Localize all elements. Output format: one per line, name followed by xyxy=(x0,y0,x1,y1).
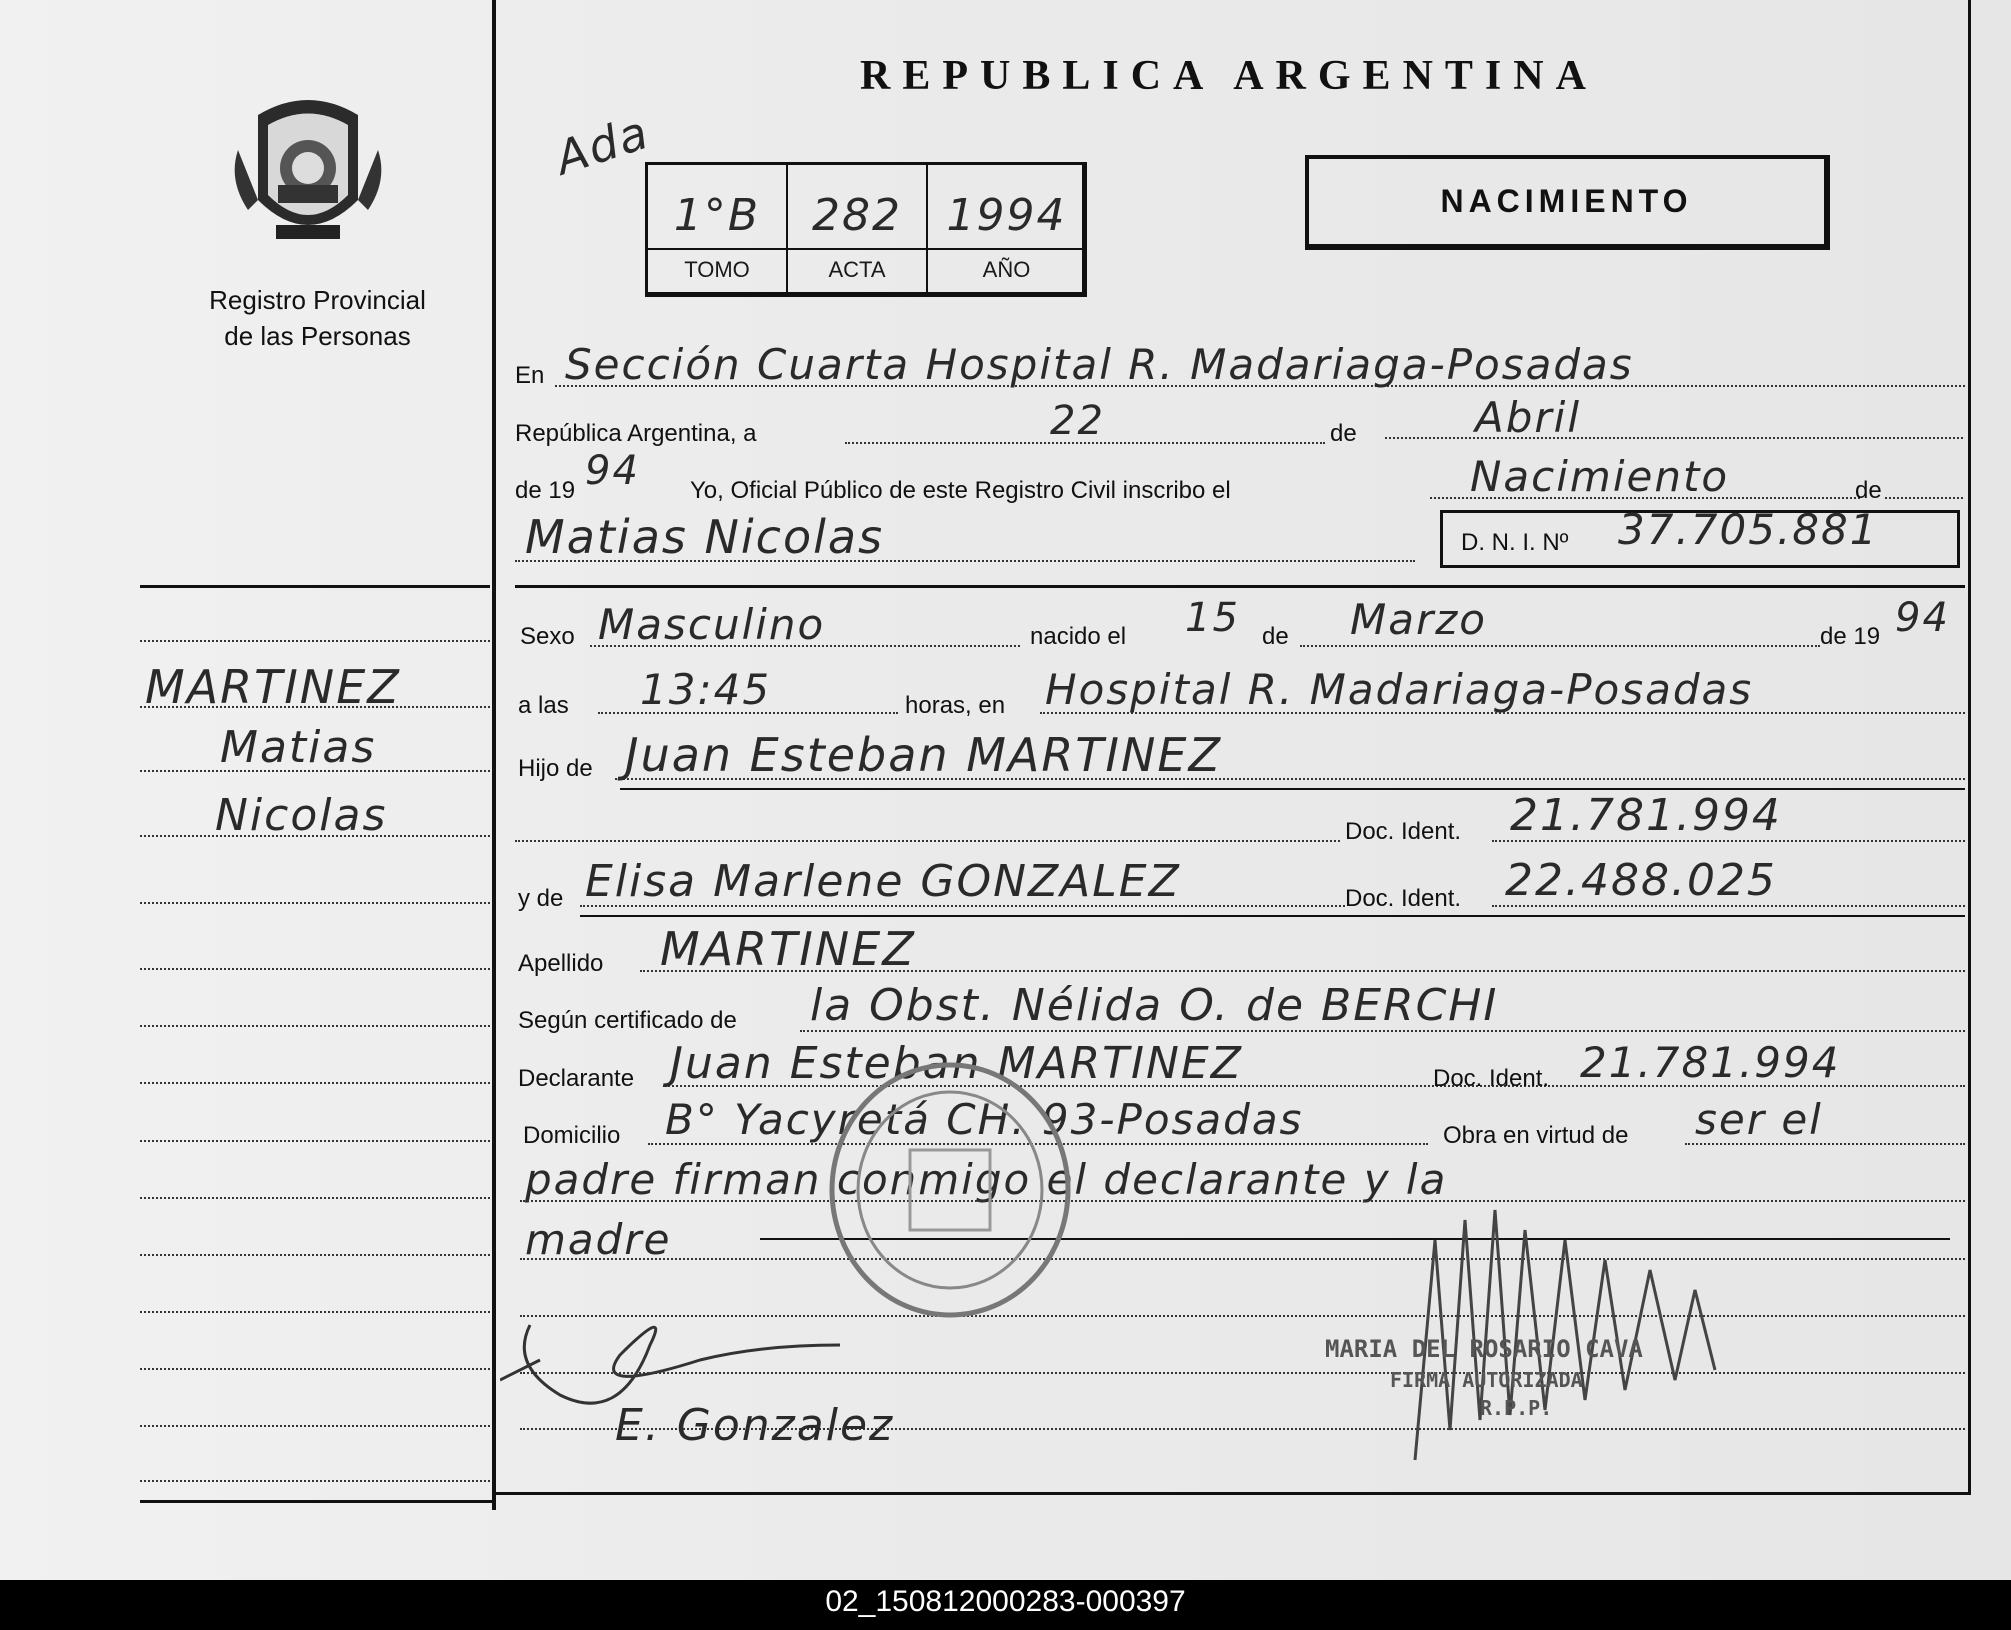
label-doc-ident-madre: Doc. Ident. xyxy=(1345,885,1462,912)
corner-note: Ada xyxy=(548,104,656,186)
country-title: REPUBLICA ARGENTINA xyxy=(860,53,1598,99)
label-republica-a: República Argentina, a xyxy=(515,420,757,447)
value-obra-3: madre xyxy=(525,1215,672,1264)
value-madre: Elisa Marlene GONZALEZ xyxy=(585,856,1181,907)
margin-line-4 xyxy=(140,902,490,904)
acta-label: ACTA xyxy=(788,248,926,292)
acta-value: 282 xyxy=(812,190,902,241)
margin-line-5 xyxy=(140,968,490,970)
label-hijo-de: Hijo de xyxy=(518,755,593,782)
line-nombre xyxy=(515,560,1415,562)
margin-line-1 xyxy=(140,706,490,708)
label-obra: Obra en virtud de xyxy=(1443,1122,1629,1149)
anio-value: 1994 xyxy=(946,190,1067,241)
value-domicilio: B° Yacyretá CH. 93-Posadas xyxy=(665,1095,1304,1144)
registry-name-line2: de las Personas xyxy=(224,321,411,351)
margin-line-0 xyxy=(140,640,490,642)
registry-name xyxy=(140,282,495,354)
value-mes: Abril xyxy=(1475,393,1581,442)
margin-top-rule xyxy=(140,585,490,588)
label-de: de xyxy=(1330,420,1357,447)
provincial-seal-icon xyxy=(228,90,388,250)
margin-line-10 xyxy=(140,1254,490,1256)
value-declarante-doc: 21.781.994 xyxy=(1580,1038,1841,1087)
label-segun-cert: Según certificado de xyxy=(518,1007,737,1034)
label-en: En xyxy=(515,362,545,389)
left-column-divider xyxy=(492,0,496,1510)
value-declarante: Juan Esteban MARTINEZ xyxy=(670,1038,1243,1089)
official-signature-icon xyxy=(1395,1180,1735,1470)
value-nac-mes: Marzo xyxy=(1350,595,1487,644)
value-obra-2: padre firman conmigo el declarante y la xyxy=(525,1155,1448,1204)
margin-line-9 xyxy=(140,1197,490,1199)
value-padre-doc: 21.781.994 xyxy=(1510,790,1782,841)
official-title: FIRMA AUTORIZADA xyxy=(1390,1368,1583,1392)
value-nac-anio: 94 xyxy=(1895,595,1950,641)
margin-line-11 xyxy=(140,1311,490,1313)
label-doc-ident-declarante: Doc. Ident. xyxy=(1433,1065,1550,1092)
line-padre-cont xyxy=(515,840,1340,842)
label-y-de: y de xyxy=(518,885,564,912)
line-nac-mes xyxy=(1300,645,1820,647)
anio-cell xyxy=(928,165,1085,292)
margin-line-7 xyxy=(140,1082,490,1084)
margin-line-8 xyxy=(140,1140,490,1142)
margin-line-13 xyxy=(140,1425,490,1427)
official-org: R.P.P. xyxy=(1480,1396,1553,1420)
record-type-label: NACIMIENTO xyxy=(1440,183,1693,219)
margin-line-6 xyxy=(140,1025,490,1027)
label-domicilio: Domicilio xyxy=(523,1122,621,1149)
label-de-mid: de xyxy=(1262,623,1289,650)
bottom-frame-line xyxy=(492,1492,1970,1495)
label-sexo: Sexo xyxy=(520,623,575,650)
label-horas-en: horas, en xyxy=(905,692,1006,719)
margin-line-14 xyxy=(140,1480,490,1482)
file-id: 02_150812000283-000397 xyxy=(825,1585,1186,1618)
label-declarante: Declarante xyxy=(518,1065,635,1092)
value-obra-1: ser el xyxy=(1695,1095,1823,1144)
value-hora: 13:45 xyxy=(640,665,772,714)
acta-cell xyxy=(788,165,928,292)
value-certificado: la Obst. Nélida O. de BERCHI xyxy=(810,980,1499,1031)
margin-name2: Nicolas xyxy=(215,790,388,841)
value-padre: Juan Esteban MARTINEZ xyxy=(625,728,1222,782)
value-sexo: Masculino xyxy=(598,600,826,649)
label-de-19b: de 19 xyxy=(1820,623,1881,650)
line-mes xyxy=(1385,437,1963,439)
official-name: MARIA DEL ROSARIO CAVA xyxy=(1325,1335,1643,1363)
label-a-las: a las xyxy=(518,692,569,719)
value-madre-doc: 22.488.025 xyxy=(1505,855,1777,906)
record-type-box xyxy=(1305,155,1830,250)
margin-line-2 xyxy=(140,770,490,772)
anio-label: AÑO xyxy=(928,248,1085,292)
line-acto-end xyxy=(1885,497,1963,499)
margin-bottom-rule xyxy=(140,1500,492,1503)
label-de-after: de xyxy=(1855,477,1882,504)
value-seccion: Sección Cuarta Hospital R. Madariaga-Posadas xyxy=(565,340,1634,389)
value-dni: 37.705.881 xyxy=(1618,505,1879,554)
tomo-label: TOMO xyxy=(648,248,786,292)
margin-line-12 xyxy=(140,1368,490,1370)
tomo-cell xyxy=(648,165,788,292)
label-doc-ident-padre: Doc. Ident. xyxy=(1345,818,1462,845)
value-nac-dia: 15 xyxy=(1185,595,1240,641)
declarant-signature: E. Gonzalez xyxy=(615,1400,895,1451)
value-nombre: Matias Nicolas xyxy=(525,510,885,564)
value-anio: 94 xyxy=(585,448,640,494)
madre-underline xyxy=(580,915,1965,917)
value-lugar: Hospital R. Madariaga-Posadas xyxy=(1045,665,1754,714)
margin-surname: MARTINEZ xyxy=(145,660,401,714)
right-frame-line xyxy=(1968,0,1971,1495)
margin-name1: Matias xyxy=(220,722,377,773)
label-dni: D. N. I. Nº xyxy=(1461,529,1569,556)
label-de-19: de 19 xyxy=(515,477,576,504)
line-obra-3 xyxy=(520,1258,1965,1260)
margin-line-3 xyxy=(140,835,490,837)
registry-name-line1: Registro Provincial xyxy=(209,285,426,315)
value-dia: 22 xyxy=(1050,398,1105,444)
value-acto: Nacimiento xyxy=(1470,452,1730,501)
section-divider-1 xyxy=(515,585,1965,588)
dni-box xyxy=(1440,505,1960,568)
label-nacido-el: nacido el xyxy=(1030,623,1127,650)
register-box xyxy=(645,162,1087,297)
label-yo-oficial: Yo, Oficial Público de este Registro Civil inscribo el xyxy=(690,477,1231,504)
label-apellido: Apellido xyxy=(518,950,604,977)
tomo-value: 1°B xyxy=(673,190,761,241)
value-apellido: MARTINEZ xyxy=(660,922,916,976)
line-obra-2 xyxy=(520,1200,1965,1202)
